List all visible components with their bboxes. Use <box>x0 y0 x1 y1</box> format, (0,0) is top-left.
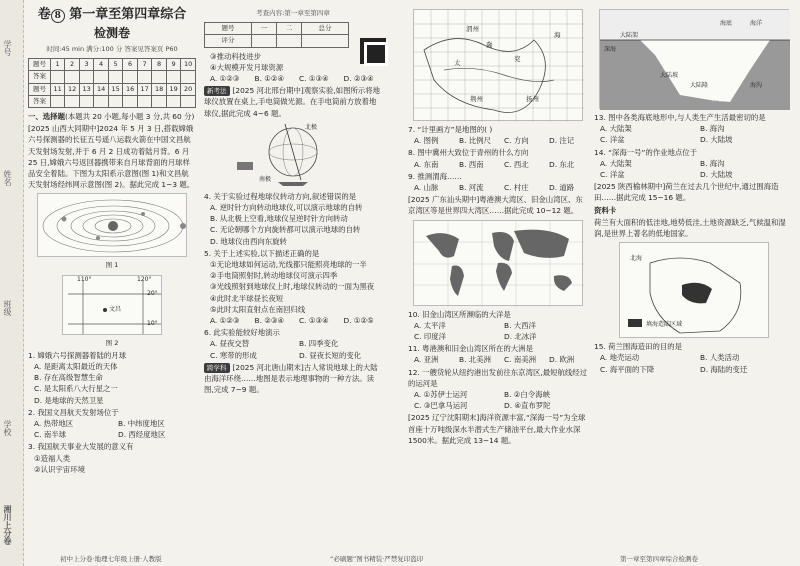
score-header-5: 5 <box>108 59 123 71</box>
score-cell-2[interactable] <box>276 35 301 47</box>
q10-option-b[interactable]: B. 大西洋 <box>504 320 536 330</box>
q8-options <box>408 159 588 170</box>
section-1-instruction: (本题共 20 小题,每小题 3 分,共 60 分) <box>64 112 195 122</box>
q3-options <box>204 73 382 84</box>
q3-option-d[interactable]: D. ②③④ <box>343 74 374 84</box>
score-header-2-3: 13 <box>79 83 94 95</box>
tick-110: 110° <box>77 275 92 283</box>
q3-option-a[interactable]: A. ①②③ <box>210 74 240 84</box>
q5-option-b[interactable]: B. ②③④ <box>254 316 285 326</box>
q14-option-c[interactable]: C. 洋盆 <box>600 170 625 180</box>
q12-option-d[interactable]: D. ④直布罗陀 <box>504 401 551 411</box>
exam-subtitle: 检测卷 <box>93 26 130 40</box>
q6-option-d[interactable]: D. 昼夜长短的变化 <box>299 350 362 360</box>
q2-option-b[interactable]: B. 中纬度地区 <box>118 419 165 429</box>
q12-option-c[interactable]: C. ③巴拿马运河 <box>414 401 468 411</box>
solar-system-figure <box>37 193 187 257</box>
intro-q4: [2025 河北邢台期中]观察实验,如图所示将地球仪放置在桌上,手电筒做光源。在手电筒前方放着地球仪,据此完成 4~6 题。 <box>204 86 381 118</box>
q5-statement-3: ③光线照射到地球仪上时,地球仪转动的一面为黑夜 <box>210 282 375 292</box>
q12-stem: 12. 一艘货轮从纽约港出发前往东京湾区,最短航线经过的运河是 <box>408 367 588 388</box>
q3-stem: 3. 我国航天事业大发展的意义有 <box>28 442 134 452</box>
ancient-map-figure <box>413 9 583 121</box>
q1-option-c[interactable]: C. 是太阳系八大行星之一 <box>34 384 118 394</box>
q5-stem: 5. 关于上述实验,以下描述正确的是 <box>204 248 320 258</box>
q5-options <box>204 315 382 326</box>
q1-option-b[interactable]: B. 存在高级智慧生命 <box>34 373 103 383</box>
answer-cell-2[interactable] <box>65 71 80 83</box>
answer-cell-1[interactable] <box>50 71 65 83</box>
q15-stem: 15. 荷兰围海造田的目的是 <box>594 342 683 352</box>
score-header-2-0: 题号 <box>29 83 51 95</box>
q15-options <box>594 352 794 374</box>
q3-statement-1: ①造福人类 <box>34 453 71 463</box>
graticule-figure <box>62 275 162 335</box>
q3-statement-2: ②认识宇宙环境 <box>34 464 85 474</box>
figure-2-caption: 图 2 <box>105 338 119 347</box>
q2-stem: 2. 我国文昌航天发射场位于 <box>28 407 119 417</box>
score-header-8: 8 <box>152 59 167 71</box>
score-header-2-6: 16 <box>123 83 138 95</box>
label-south-pole: 南极 <box>259 175 272 183</box>
q5-statement-1: ①无论地球如何运动,光线都只能照亮地球的一半 <box>210 260 367 270</box>
q15-option-a[interactable]: A. 地壳运动 <box>600 353 640 363</box>
q10-options <box>408 320 588 342</box>
score-header-2: 2 <box>65 59 80 71</box>
q8-option-c[interactable]: C. 西北 <box>504 159 529 169</box>
q15-option-b[interactable]: B. 人类活动 <box>700 353 740 363</box>
q13-option-b[interactable]: B. 海沟 <box>700 124 725 134</box>
q15-option-d[interactable]: D. 海陆的变迁 <box>700 364 748 374</box>
section-score-header-2: 二 <box>276 23 301 35</box>
gutter-label-student-id: 学号 <box>3 40 12 56</box>
score-header-2-8: 18 <box>152 83 167 95</box>
score-header-2-10: 20 <box>181 83 196 95</box>
q11-option-a[interactable]: A. 亚洲 <box>414 355 439 365</box>
gutter-label-school: 学校 <box>3 420 12 436</box>
q6-option-c[interactable]: C. 寒带的形成 <box>210 350 257 360</box>
answer-cell-16[interactable] <box>123 95 138 107</box>
section-score-header-1: 一 <box>251 23 276 35</box>
answer-cell-10[interactable] <box>181 71 196 83</box>
q2-option-c[interactable]: C. 南半球 <box>34 430 67 440</box>
map-label-north-sea: 北海 <box>630 255 643 263</box>
score-header-2-5: 15 <box>108 83 123 95</box>
map-label-ji: 冀 <box>486 41 493 49</box>
column-1 <box>28 6 196 475</box>
gutter-label-class: 班级 <box>3 300 12 316</box>
gutter-label-name: 姓名 <box>3 170 12 186</box>
seabed-label-rise: 大陆隆 <box>690 82 709 89</box>
q9-stem: 9. 推测渭海…… <box>408 171 462 181</box>
answer-cell-18[interactable] <box>152 95 167 107</box>
q6-option-a[interactable]: A. 昼夜交替 <box>210 339 250 349</box>
answer-cell-14[interactable] <box>94 95 109 107</box>
q12-options <box>408 389 588 411</box>
score-header-9: 9 <box>166 59 181 71</box>
q5-statement-2: ②手电筒照射时,转动地球仪可演示四季 <box>210 271 338 281</box>
answer-cell-17[interactable] <box>137 95 152 107</box>
q12-option-a[interactable]: A. ①苏伊士运河 <box>414 390 468 400</box>
q10-option-a[interactable]: A. 太平洋 <box>414 320 446 330</box>
q3-option-c[interactable]: C. ①③④ <box>299 74 329 84</box>
score-table <box>28 58 196 108</box>
q14-option-a[interactable]: A. 大陆架 <box>600 158 632 168</box>
intro-q15: [2025 陕西榆林期中]荷兰在过去几个世纪中,通过围海造田……据此完成 15~16 题。 <box>594 182 779 203</box>
q8-option-a[interactable]: A. 东南 <box>414 159 439 169</box>
answer-cell-7[interactable] <box>137 71 152 83</box>
q8-stem: 8. 图中冀州大致位于青州的什么方向 <box>408 148 529 158</box>
netherlands-map-figure <box>619 242 769 338</box>
q4-option-d[interactable]: D. 地球仪由西向东旋转 <box>210 236 287 246</box>
answer-cell-3[interactable] <box>79 71 94 83</box>
answer-cell-6[interactable] <box>123 71 138 83</box>
q13-options <box>594 123 794 145</box>
seabed-label-seabed: 海底 <box>720 20 733 27</box>
seabed-figure <box>599 9 789 109</box>
q6-option-b[interactable]: B. 四季变化 <box>299 339 339 349</box>
seabed-label-ocean: 海洋 <box>750 20 763 27</box>
place-wenchang: 文昌 <box>109 305 122 313</box>
q3-statement-4: ④大规模开发月球资源 <box>210 62 284 72</box>
q15-option-c[interactable]: C. 海平面的下降 <box>600 364 655 374</box>
q7-stem: 7. “计里画方”是地图的( ) <box>408 125 493 134</box>
section-score-header-0: 题号 <box>205 23 252 35</box>
binding-gutter <box>0 0 24 566</box>
q5-option-d[interactable]: D. ①②⑤ <box>343 316 374 326</box>
answer-label-1: 答案 <box>29 71 51 83</box>
tick-120: 120° <box>137 275 152 283</box>
map-legend-reclaimed: 填海造陆区域 <box>646 321 683 329</box>
exam-title-text: 第一章至第四章综合 <box>69 7 187 22</box>
q2-option-a[interactable]: A. 热带地区 <box>34 419 74 429</box>
score-header-3: 3 <box>79 59 94 71</box>
solar-system-diagram <box>38 194 188 258</box>
map-label-weizhou: 渭州 <box>466 25 479 33</box>
q11-option-b[interactable]: B. 北美洲 <box>459 355 491 365</box>
score-header-7: 7 <box>137 59 152 71</box>
q5-statement-5: ⑤此时太阳直射点在南回归线 <box>210 304 306 314</box>
q4-option-a[interactable]: A. 逆时针方向转动地球仪,可以演示地球的自转 <box>210 203 363 213</box>
score-header-1: 1 <box>50 59 65 71</box>
answer-label-2: 答案 <box>29 95 51 107</box>
column-4 <box>594 6 794 375</box>
q4-option-c[interactable]: C. 无论朝哪个方向旋转都可以演示地球的自转 <box>210 225 361 235</box>
answer-cell-15[interactable] <box>108 95 123 107</box>
world-map <box>414 221 584 307</box>
score-row-label: 评分 <box>205 35 252 47</box>
q5-statements <box>204 259 382 315</box>
q5-statement-4: ④此时北半球昼长夜短 <box>210 293 284 303</box>
footer-right: 第一章至第四章综合检测卷 <box>620 555 698 563</box>
q14-option-b[interactable]: B. 海沟 <box>700 158 725 168</box>
q1-stem: 1. 嫦娥六号探测器着陆的月球 <box>28 350 127 360</box>
answer-cell-13[interactable] <box>79 95 94 107</box>
q9-option-d[interactable]: D. 道路 <box>549 183 575 193</box>
q6-options <box>204 338 382 360</box>
section-score-table <box>204 22 349 47</box>
score-cell-1[interactable] <box>251 35 276 47</box>
world-map-figure <box>413 220 583 306</box>
q7-option-b[interactable]: B. 比例尺 <box>459 136 491 146</box>
q4-option-b[interactable]: B. 从北极上空看,地球仪呈逆时针方向转动 <box>210 214 348 224</box>
q7-options <box>408 135 588 146</box>
q4-stem: 4. 关于实验过程地球仪转动方向,叙述错误的是 <box>204 191 357 201</box>
exam-meta: 时间:45 min 满分:100 分 答案见答案页 P60 <box>46 45 178 53</box>
q1-option-d[interactable]: D. 是地球的天然卫星 <box>34 395 104 405</box>
figure-1-caption: 图 1 <box>105 261 119 270</box>
score-header-2-1: 11 <box>50 83 65 95</box>
q13-stem: 13. 图中各类海底地形中,与人类生产生活最密切的是 <box>594 113 766 122</box>
q13-option-c[interactable]: C. 洋盆 <box>600 135 625 145</box>
seabed-label-trench: 海沟 <box>750 82 763 89</box>
qr-code[interactable] <box>360 38 386 64</box>
q10-option-c[interactable]: C. 印度洋 <box>414 332 447 342</box>
answer-cell-20[interactable] <box>181 95 196 107</box>
globe-diagram <box>233 122 353 188</box>
score-cell-total[interactable] <box>302 35 349 47</box>
exam-title: 卷 8 第一章至第四章综合 <box>37 7 187 22</box>
q14-stem: 14. “深海一号”的作业地点位于 <box>594 147 698 157</box>
map-label-tai: 太 <box>454 59 461 67</box>
q11-option-c[interactable]: C. 南美洲 <box>504 355 537 365</box>
q3-more-statements <box>204 51 382 73</box>
intro-q7: [2025 河北唐山期末]古人常说地球上的大陆由海洋环绕……地图是表示地理事物的一种方法。读图,完成 7~9 题。 <box>204 362 378 395</box>
header-content-label: 考查内容:第一章至第四章 <box>256 9 330 17</box>
column-2 <box>204 6 382 395</box>
q1-options <box>28 361 196 406</box>
q7-option-a[interactable]: A. 图例 <box>414 136 439 146</box>
map-label-jingzhou: 荆州 <box>470 95 483 103</box>
label-north-pole: 北极 <box>305 123 318 131</box>
exam-number: 8 <box>51 9 65 23</box>
map-label-sea: 海 <box>554 31 561 39</box>
q8-option-d[interactable]: D. 东北 <box>549 159 575 169</box>
score-header-2-4: 14 <box>94 83 109 95</box>
material-card-title: 资料卡 <box>594 205 617 215</box>
score-header-10: 10 <box>181 59 196 71</box>
answer-cell-11[interactable] <box>50 95 65 107</box>
score-header-6: 6 <box>123 59 138 71</box>
q2-options <box>28 418 196 440</box>
q8-option-b[interactable]: B. 西南 <box>459 159 484 169</box>
score-header-2-7: 17 <box>137 83 152 95</box>
q10-option-d[interactable]: D. 北冰洋 <box>504 332 537 342</box>
ancient-map-grid <box>414 10 584 122</box>
score-header-2-9: 19 <box>166 83 181 95</box>
q1-option-a[interactable]: A. 是距离太阳最近的天体 <box>34 362 118 372</box>
q11-option-d[interactable]: D. 欧洲 <box>549 355 575 365</box>
q7-option-d[interactable]: D. 注记 <box>549 136 575 146</box>
cross-subject-tag: 跨学科 <box>204 363 230 373</box>
map-label-yangzhou: 扬州 <box>526 95 539 103</box>
q13-option-a[interactable]: A. 大陆架 <box>600 124 632 134</box>
q9-option-a[interactable]: A. 山脉 <box>414 183 439 193</box>
q4-options <box>204 202 382 247</box>
section-1-title: 一、选择题 <box>28 112 65 122</box>
tick-10: 10° <box>147 319 158 327</box>
intro-q1: [2025 山西大同期中]2024 年 5 月 3 日,搭载嫦娥六号探测器的长征五号遥八运载火箭在中国文昌航天发射场发射,并于 6 月 2 日成功着陆月背。6 月 25 日,嫦娥六号返回器携带来自月球背面的月球样品安全着陆。下图为太阳系示意图(图 1)和文昌航天发射场经纬网示意图(图 2)。据此完成 1~3 题。 <box>28 124 195 190</box>
q3-statements <box>28 453 196 475</box>
q11-options <box>408 354 588 365</box>
q10-stem: 10. 旧金山湾区所濒临的大洋是 <box>408 309 511 319</box>
q9-options <box>408 182 588 193</box>
q11-stem: 11. 粤港澳和旧金山湾区所在的大洲是 <box>408 344 533 354</box>
footer-left: 初中上分卷·地理七年级上册·人教版 <box>60 555 162 563</box>
answer-cell-12[interactable] <box>65 95 80 107</box>
answer-cell-8[interactable] <box>152 71 167 83</box>
seabed-label-slope: 大陆坡 <box>660 72 679 79</box>
q9-option-b[interactable]: B. 河流 <box>459 183 484 193</box>
tick-20: 20° <box>147 289 158 297</box>
q2-option-d[interactable]: D. 西经度地区 <box>118 430 166 440</box>
q5-option-a[interactable]: A. ①②③ <box>210 316 240 326</box>
q14-option-d[interactable]: D. 大陆坡 <box>700 170 733 180</box>
map-label-yan: 兖 <box>514 55 521 63</box>
q13-option-d[interactable]: D. 大陆坡 <box>700 135 733 145</box>
score-header-4: 4 <box>94 59 109 71</box>
footer-center: “必刷题”图书精装·严禁复印盗印 <box>330 555 424 563</box>
answer-cell-4[interactable] <box>94 71 109 83</box>
column-3 <box>408 6 588 446</box>
q7-option-c[interactable]: C. 方向 <box>504 136 529 146</box>
answer-cell-19[interactable] <box>166 95 181 107</box>
intro-q10: [2025 广东汕头期中]粤港澳大湾区、旧金山湾区、东京湾区等是世界四大湾区……据此完成 10~12 题。 <box>408 195 583 216</box>
globe-experiment-figure <box>233 122 353 188</box>
q5-option-c[interactable]: C. ①③④ <box>299 316 329 326</box>
section-score-header-3: 总分 <box>302 23 349 35</box>
seabed-label-shelf: 大陆架 <box>620 32 639 39</box>
answer-cell-9[interactable] <box>166 71 181 83</box>
new-method-tag: 新考法 <box>204 86 230 96</box>
q6-stem: 6. 此实验能较好地演示 <box>204 328 280 338</box>
q3-statement-3: ③推动科技进步 <box>210 51 261 61</box>
q3-option-b[interactable]: B. ①②④ <box>254 74 285 84</box>
gutter-brand: 湘川上分卷 <box>3 505 12 545</box>
seabed-label-deep-sea: 深海 <box>604 46 617 53</box>
score-header-0: 题号 <box>29 59 51 71</box>
material-card-text: 荷兰有大面积的低洼地,地势低洼,土地资源缺乏,气候温和湿润,是世界上著名的低地国家。 <box>594 217 786 239</box>
q12-option-b[interactable]: B. ②白令海峡 <box>504 390 550 400</box>
score-header-2-2: 12 <box>65 83 80 95</box>
answer-cell-5[interactable] <box>108 71 123 83</box>
q14-options <box>594 158 794 180</box>
seabed-label-ocean-basin: 洋盆 <box>712 96 725 103</box>
q9-option-c[interactable]: C. 村庄 <box>504 183 529 193</box>
netherlands-map <box>620 243 770 339</box>
intro-q13-part: [2025 辽宁沈阳期末]海洋资源丰富,“深海一号”为全球首座十万吨级深水半潜式生产储油平台,最大作业水深1500米。据此完成 13~14 题。 <box>408 413 586 445</box>
